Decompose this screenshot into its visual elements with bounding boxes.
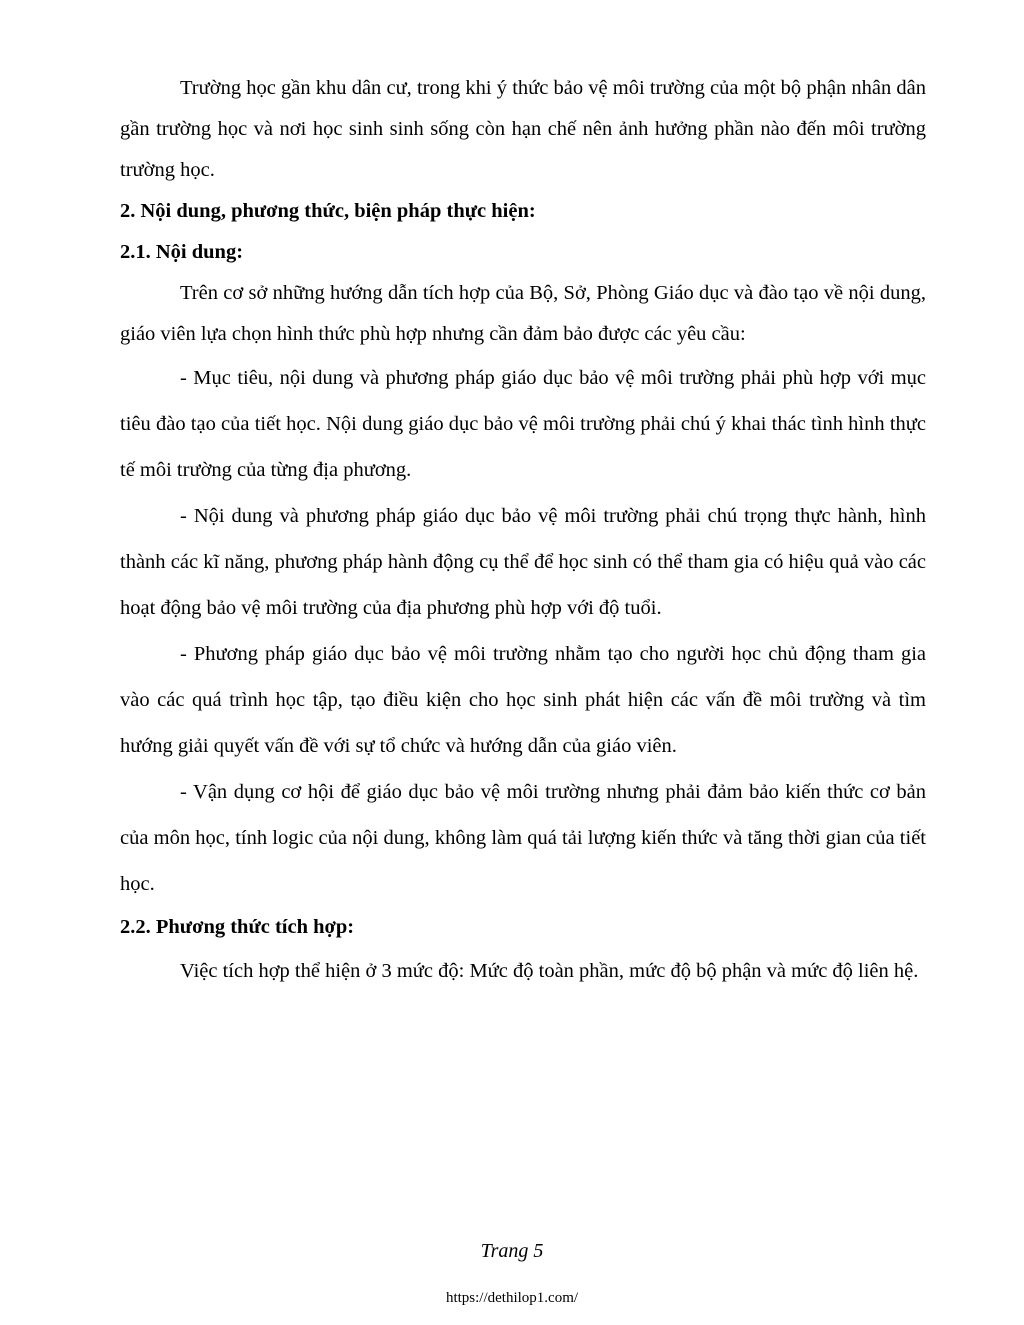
heading-section-2-1: 2.1. Nội dung: [120,241,244,263]
heading-section-2-2: 2.2. Phương thức tích hợp: [120,916,355,938]
footer-url[interactable]: https://dethilop1.com/ [445,1290,579,1306]
bullet-paragraph-4: - Vận dụng cơ hội để giáo dục bảo vệ môi trường nhưng phải đảm bảo kiến thức cơ bản của môn học, tính logic của nội dung, không làm quá tải lượng kiến thức và tăng thời gian của tiết học. [120,781,926,895]
heading-section-2: 2. Nội dung, phương thức, biện pháp thực hiện: [120,200,536,222]
bullet-paragraph-1: - Mục tiêu, nội dung và phương pháp giáo dục bảo vệ môi trường phải phù hợp với mục tiêu đào tạo của tiết học. Nội dung giáo dục bảo vệ môi trường phải chú ý khai thác tình hình thực tế môi trường của từng địa phương. [120,367,926,481]
paragraph-basis: Trên cơ sở những hướng dẫn tích hợp của Bộ, Sở, Phòng Giáo dục và đào tạo về nội dung, giáo viên lựa chọn hình thức phù hợp nhưng cần đảm bảo được các yêu cầu: [120,282,926,345]
page-number: Trang 5 [480,1240,544,1262]
paragraph-levels: Việc tích hợp thể hiện ở 3 mức độ: Mức độ toàn phần, mức độ bộ phận và mức độ liên hệ. [180,960,919,982]
document-body [120,68,926,994]
paragraph-intro: Trường học gần khu dân cư, trong khi ý thức bảo vệ môi trường của một bộ phận nhân dân gần trường học và nơi học sinh sinh sống còn hạn chế nên ảnh hưởng phần nào đến môi trường trường học. [120,77,926,181]
bullet-paragraph-3: - Phương pháp giáo dục bảo vệ môi trường nhằm tạo cho người học chủ động tham gia vào các quá trình học tập, tạo điều kiện cho học sinh phát hiện các vấn đề môi trường và tìm hướng giải quyết vấn đề với sự tổ chức và hướng dẫn của giáo viên. [120,643,926,757]
bullet-paragraph-2: - Nội dung và phương pháp giáo dục bảo vệ môi trường phải chú trọng thực hành, hình thành các kĩ năng, phương pháp hành động cụ thể để học sinh có thể tham gia có hiệu quả vào các hoạt động bảo vệ môi trường của địa phương phù hợp với độ tuổi. [120,505,926,619]
